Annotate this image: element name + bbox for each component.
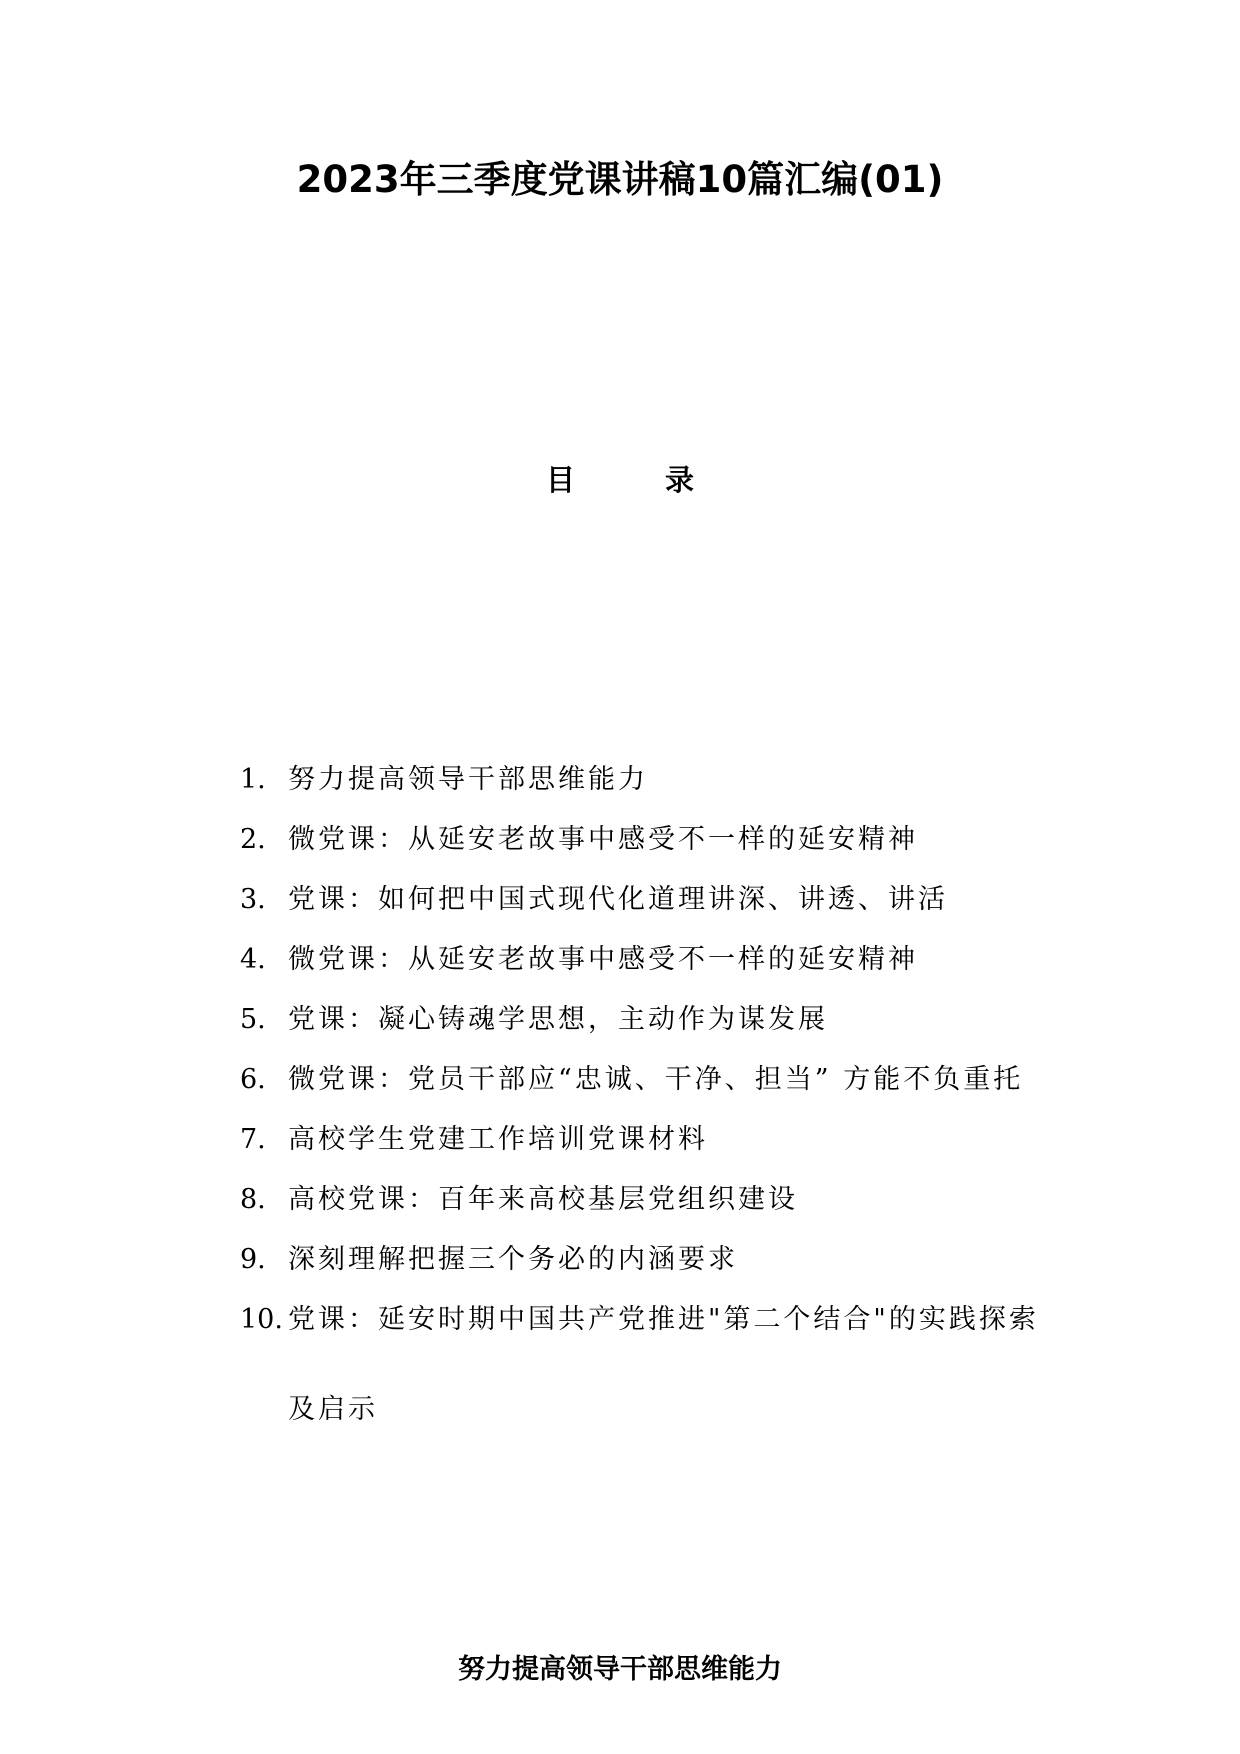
toc-item-8 xyxy=(240,1170,1060,1230)
toc-item-text: 深刻理解把握三个务必的内涵要求 xyxy=(288,1244,738,1275)
toc-item-number: 4. xyxy=(240,944,266,975)
toc-item-text: 党课：如何把中国式现代化道理讲深、讲透、讲活 xyxy=(288,884,948,915)
toc-item-10 xyxy=(240,1290,1060,1350)
toc-item-text: 高校学生党建工作培训党课材料 xyxy=(288,1124,708,1155)
toc-item-5 xyxy=(240,990,1060,1050)
toc-item-text: 党课：凝心铸魂学思想，主动作为谋发展 xyxy=(288,1004,828,1035)
toc-heading: 目 录 xyxy=(545,463,735,497)
toc-item-text: 微党课：从延安老故事中感受不一样的延安精神 xyxy=(288,824,918,855)
toc-item-6 xyxy=(240,1050,1060,1110)
toc-item-number: 10. xyxy=(240,1304,283,1335)
toc-item-number: 3. xyxy=(240,884,266,915)
toc-item-number: 6. xyxy=(240,1064,266,1095)
toc-item-7 xyxy=(240,1110,1060,1170)
toc-item-number: 1. xyxy=(240,764,266,795)
toc-item-text: 努力提高领导干部思维能力 xyxy=(288,764,648,795)
toc-item-10-continuation: 及启示 xyxy=(288,1394,378,1425)
toc-item-4 xyxy=(240,930,1060,990)
document-title: 2023年三季度党课讲稿10篇汇编(01) xyxy=(296,158,944,201)
toc-item-text: 高校党课：百年来高校基层党组织建设 xyxy=(288,1184,798,1215)
toc-item-2 xyxy=(240,810,1060,870)
toc-item-number: 7. xyxy=(240,1124,266,1155)
toc-item-number: 8. xyxy=(240,1184,266,1215)
toc-item-number: 2. xyxy=(240,824,266,855)
toc-item-text: 微党课：从延安老故事中感受不一样的延安精神 xyxy=(288,944,918,975)
toc-item-number: 5. xyxy=(240,1004,266,1035)
table-of-contents xyxy=(240,750,1060,1440)
toc-item-1 xyxy=(240,750,1060,810)
toc-item-text: 微党课：党员干部应“忠诚、干净、担当” 方能不负重托 xyxy=(288,1064,1024,1095)
toc-item-text: 党课：延安时期中国共产党推进"第二个结合"的实践探索 xyxy=(288,1304,1039,1335)
section-title: 努力提高领导干部思维能力 xyxy=(458,1654,782,1685)
toc-item-9 xyxy=(240,1230,1060,1290)
toc-item-number: 9. xyxy=(240,1244,266,1275)
toc-item-3 xyxy=(240,870,1060,930)
